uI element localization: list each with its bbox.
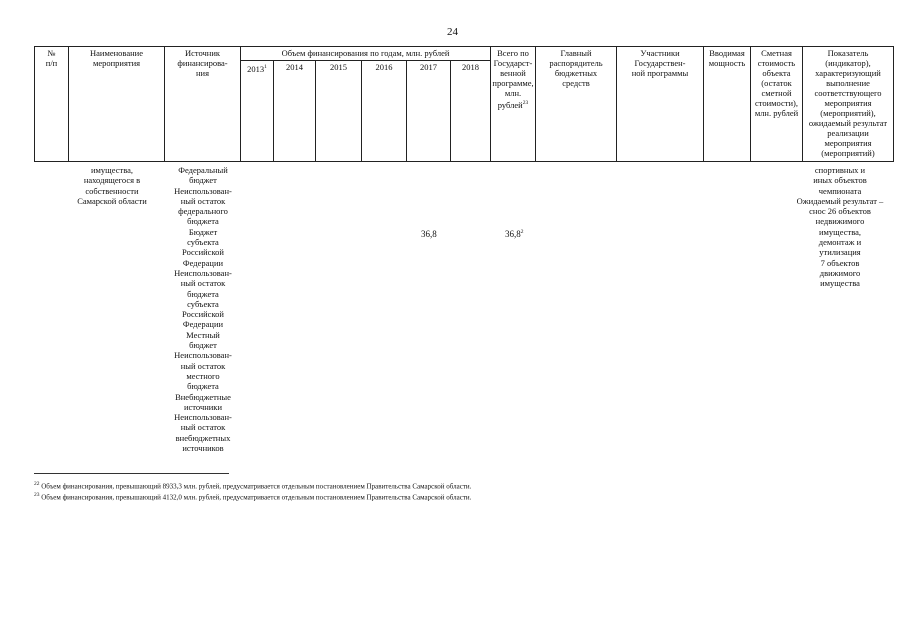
header-indicator: Показатель (индикатор), характеризующий выполнение соответствующего мероприятия (мероприятий), ожидаемый результат реализации мероприятия (мероприятий) [803,47,894,162]
row-indicator: спортивных и иных объектов чемпионата Ожидаемый результат – снос 26 объектов недвижимого имущества, демонтаж и утилизация 7 объектов движимого имущества [796,165,884,289]
header-total: Всего по Государст- венной программе, млн. рублей$^{23}$ [491,47,536,162]
header-admin: Главный распорядитель бюджетных средств [536,47,617,162]
row-value-2017: 36,8 [421,229,437,239]
header-source: Источник финансирова- ния [165,47,241,162]
header-year-2017: 2017 [407,61,451,162]
header-year-2018: 2018 [451,61,491,162]
row-value-total: 36,8$^2$ [505,229,524,239]
footnote-23: $^{23}$ Объем финансирования, превышающий 4132,0 млн. рублей, предусматривается отдельным постановлением Правительства Самарской области. [34,492,472,502]
header-cost: Сметная стоимость объекта (остаток сметной стоимости), млн. рублей [751,47,803,162]
row-measure-name: имущества, находящегося в собственности Самарской области [77,165,147,206]
header-year-2015: 2015 [316,61,362,162]
header-capacity: Вводимая мощность [704,47,751,162]
program-table-header [34,46,894,162]
header-year-2016: 2016 [362,61,407,162]
header-name: Наименование мероприятия [69,47,165,162]
header-year-2014: 2014 [274,61,316,162]
header-participants: Участники Государствен- ной программы [617,47,704,162]
header-year-2013: 2013$^1$ [241,61,274,162]
footnote-divider [34,473,229,474]
row-funding-sources: Федеральный бюджет Неиспользован- ный остаток федерального бюджета Бюджет субъекта Российской Федерации Неиспользован- ный остаток бюджета субъекта Российской Федерации Местный бюджет Неиспользован- ный остаток местного бюджета Внебюджетные источники Неиспользован- ный остаток внебюджетных источников [174,165,232,454]
page-number: 24 [447,26,458,38]
header-number: № п/п [35,47,69,162]
footnote-22: $^{22}$ Объем финансирования, превышающий 8933,3 млн. рублей, предусматривается отдельным постановлением Правительства Самарской области. [34,481,472,491]
header-funding: Объем финансирования по годам, млн. рублей [241,47,491,61]
